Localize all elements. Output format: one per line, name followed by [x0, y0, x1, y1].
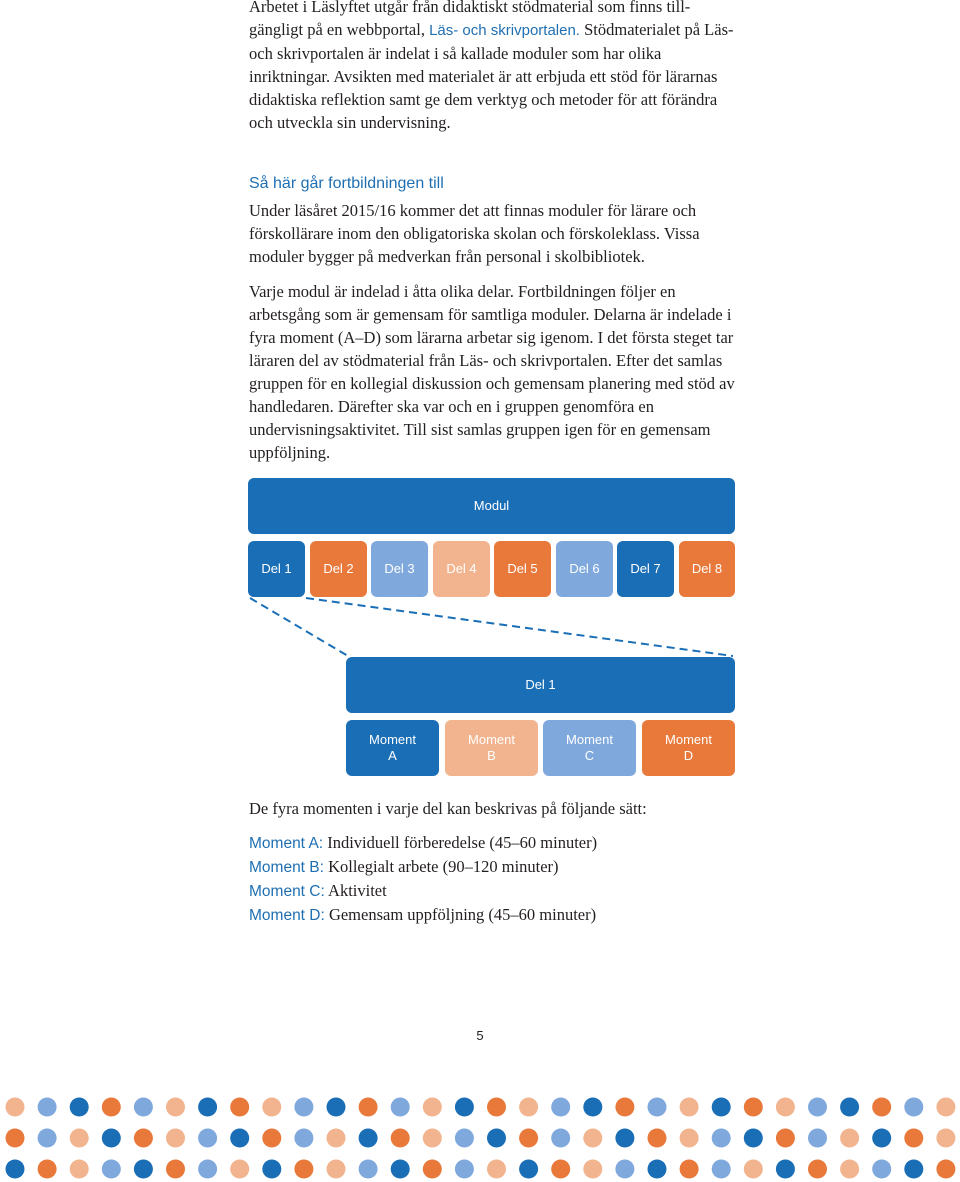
decorative-dot — [840, 1160, 859, 1179]
decorative-dot — [808, 1098, 827, 1117]
decorative-dot — [487, 1129, 506, 1148]
moments-intro: De fyra momenten i varje del kan beskrivas på följande sätt: — [249, 799, 647, 818]
decorative-dot — [776, 1160, 795, 1179]
moment-box-a — [346, 720, 439, 776]
intro-line2b: Stödmaterialet — [579, 20, 681, 39]
decorative-dot — [38, 1160, 57, 1179]
decorative-dot — [712, 1098, 731, 1117]
decorative-dot — [391, 1160, 410, 1179]
decorative-dot — [551, 1098, 570, 1117]
decorative-dot — [840, 1129, 859, 1148]
decorative-dot — [102, 1160, 121, 1179]
decorative-dot — [455, 1129, 474, 1148]
decorative-dot-pattern — [0, 1090, 960, 1182]
decorative-dot — [166, 1129, 185, 1148]
decorative-dot — [936, 1129, 955, 1148]
decorative-dot — [327, 1129, 346, 1148]
decorative-dot — [102, 1098, 121, 1117]
moment-label: Moment C — [566, 732, 613, 763]
decorative-dot — [70, 1129, 89, 1148]
section-paragraph-2: Varje modul är indelad i åtta olika delar. Fortbildningen följer en arbetsgång som är gemensam för samtliga moduler. Delarna är indelade i fyra moment (A–D) som lärarna arbetar sig igenom. I det första steget tar läraren del av stödmaterial från Läs- och skrivportalen. Efter det samlas gruppen för en kollegial diskussion och gemensam planering med stöd av handledaren. Därefter ska var och en i gruppen genomföra en undervisningsaktivitet. Till sist samlas gruppen igen för en gemensam uppföljning. — [249, 282, 735, 462]
moment-label: Moment B — [468, 732, 515, 763]
decorative-dot — [391, 1098, 410, 1117]
module-label: Modul — [473, 498, 510, 513]
decorative-dot — [327, 1160, 346, 1179]
decorative-dot — [6, 1160, 25, 1179]
decorative-dot — [294, 1098, 313, 1117]
decorative-dot — [198, 1098, 217, 1117]
moment-label: Moment A — [369, 732, 416, 763]
decorative-dot — [455, 1098, 474, 1117]
decorative-dot — [423, 1129, 442, 1148]
moment-box-d — [642, 720, 735, 776]
moment-label: Moment D — [665, 732, 712, 763]
decorative-dot — [904, 1160, 923, 1179]
moment-box-c — [543, 720, 636, 776]
decorative-dot — [936, 1160, 955, 1179]
decorative-dot — [680, 1129, 699, 1148]
intro-line1: Arbetet i Läslyftet utgår från didaktiskt stödmaterial som finns till- — [249, 0, 691, 16]
decorative-dot — [294, 1129, 313, 1148]
decorative-dot — [134, 1160, 153, 1179]
section-paragraph-1: Under läsåret 2015/16 kommer det att finnas moduler för lärare och förskollärare inom den obligatoriska skolan och förskoleklass. Vissa moduler bygger på medverkan från personal i skolbibliotek. — [249, 201, 700, 266]
intro-rest: på Läs- och skrivportalen är indelat i så kallade moduler som har olika inriktningar. Avsikten med materialet är att erbjuda ett stöd för lärarnas didaktiska reflektion samt ge dem verktyg och metoder för att förändra och utveckla sin undervisning. — [249, 20, 734, 132]
moment-item-a: Moment A: Individuell förberedelse (45–60 minuter) — [249, 833, 598, 852]
decorative-dot — [680, 1098, 699, 1117]
decorative-dot — [359, 1160, 378, 1179]
decorative-dot — [166, 1098, 185, 1117]
section-heading: Så här går fortbildningen till — [249, 175, 444, 192]
decorative-dot — [519, 1160, 538, 1179]
decorative-dot — [70, 1160, 89, 1179]
decorative-dot — [519, 1129, 538, 1148]
decorative-dot — [776, 1129, 795, 1148]
decorative-dot — [134, 1129, 153, 1148]
decorative-dot — [744, 1129, 763, 1148]
decorative-dot — [615, 1160, 634, 1179]
decorative-dot — [872, 1160, 891, 1179]
decorative-dot — [648, 1129, 667, 1148]
decorative-dot — [583, 1098, 602, 1117]
decorative-dot — [102, 1129, 121, 1148]
decorative-dot — [615, 1129, 634, 1148]
decorative-dot — [712, 1160, 731, 1179]
decorative-dot — [38, 1098, 57, 1117]
decorative-dot — [615, 1098, 634, 1117]
decorative-dot — [166, 1160, 185, 1179]
decorative-dot — [6, 1129, 25, 1148]
part-label: Del 2 — [323, 561, 354, 576]
page-number: 5 — [476, 1028, 484, 1043]
moment-item-b: Moment B: Kollegialt arbete (90–120 minuter) — [249, 857, 559, 876]
detail-part-label: Del 1 — [525, 677, 556, 692]
decorative-dot — [262, 1098, 281, 1117]
decorative-dot — [551, 1160, 570, 1179]
decorative-dot — [487, 1098, 506, 1117]
moment-box-b — [445, 720, 538, 776]
decorative-dot — [808, 1160, 827, 1179]
intro-line2a: gängligt på en webbportal, — [249, 20, 430, 39]
decorative-dot — [744, 1098, 763, 1117]
decorative-dot — [359, 1129, 378, 1148]
part-label: Del 3 — [384, 561, 415, 576]
decorative-dot — [6, 1098, 25, 1117]
decorative-dot — [583, 1160, 602, 1179]
decorative-dot — [70, 1098, 89, 1117]
decorative-dot — [198, 1129, 217, 1148]
decorative-dot — [648, 1098, 667, 1117]
decorative-dot — [230, 1098, 249, 1117]
decorative-dot — [198, 1160, 217, 1179]
decorative-dot — [744, 1160, 763, 1179]
decorative-dot — [423, 1160, 442, 1179]
part-label: Del 1 — [261, 561, 292, 576]
decorative-dot — [680, 1160, 699, 1179]
moment-item-d: Moment D: Gemensam uppföljning (45–60 minuter) — [249, 905, 597, 924]
decorative-dot — [359, 1098, 378, 1117]
part-label: Del 4 — [446, 561, 477, 576]
decorative-dot — [776, 1098, 795, 1117]
decorative-dot — [134, 1098, 153, 1117]
portal-link[interactable]: Läs- och skrivportalen. — [429, 22, 580, 39]
decorative-dot — [840, 1098, 859, 1117]
decorative-dot — [808, 1129, 827, 1148]
moments-list — [249, 831, 749, 927]
decorative-dot — [583, 1129, 602, 1148]
moment-item-c: Moment C: Aktivitet — [249, 881, 387, 900]
decorative-dot — [487, 1160, 506, 1179]
decorative-dot — [936, 1098, 955, 1117]
decorative-dot — [904, 1098, 923, 1117]
decorative-dot — [712, 1129, 731, 1148]
decorative-dot — [294, 1160, 313, 1179]
decorative-dot — [423, 1098, 442, 1117]
decorative-dot — [648, 1160, 667, 1179]
detail-part-box — [346, 657, 735, 713]
decorative-dot — [519, 1098, 538, 1117]
decorative-dot — [872, 1098, 891, 1117]
decorative-dot — [872, 1129, 891, 1148]
part-label: Del 8 — [691, 561, 723, 576]
decorative-dot — [262, 1129, 281, 1148]
decorative-dot — [551, 1129, 570, 1148]
part-label: Del 5 — [507, 561, 538, 576]
decorative-dot — [230, 1129, 249, 1148]
decorative-dot — [262, 1160, 281, 1179]
decorative-dot — [38, 1129, 57, 1148]
decorative-dot — [904, 1129, 923, 1148]
part-label: Del 6 — [569, 561, 600, 576]
decorative-dot — [327, 1098, 346, 1117]
decorative-dot — [230, 1160, 249, 1179]
part-label: Del 7 — [630, 561, 661, 576]
decorative-dot — [391, 1129, 410, 1148]
decorative-dot — [455, 1160, 474, 1179]
